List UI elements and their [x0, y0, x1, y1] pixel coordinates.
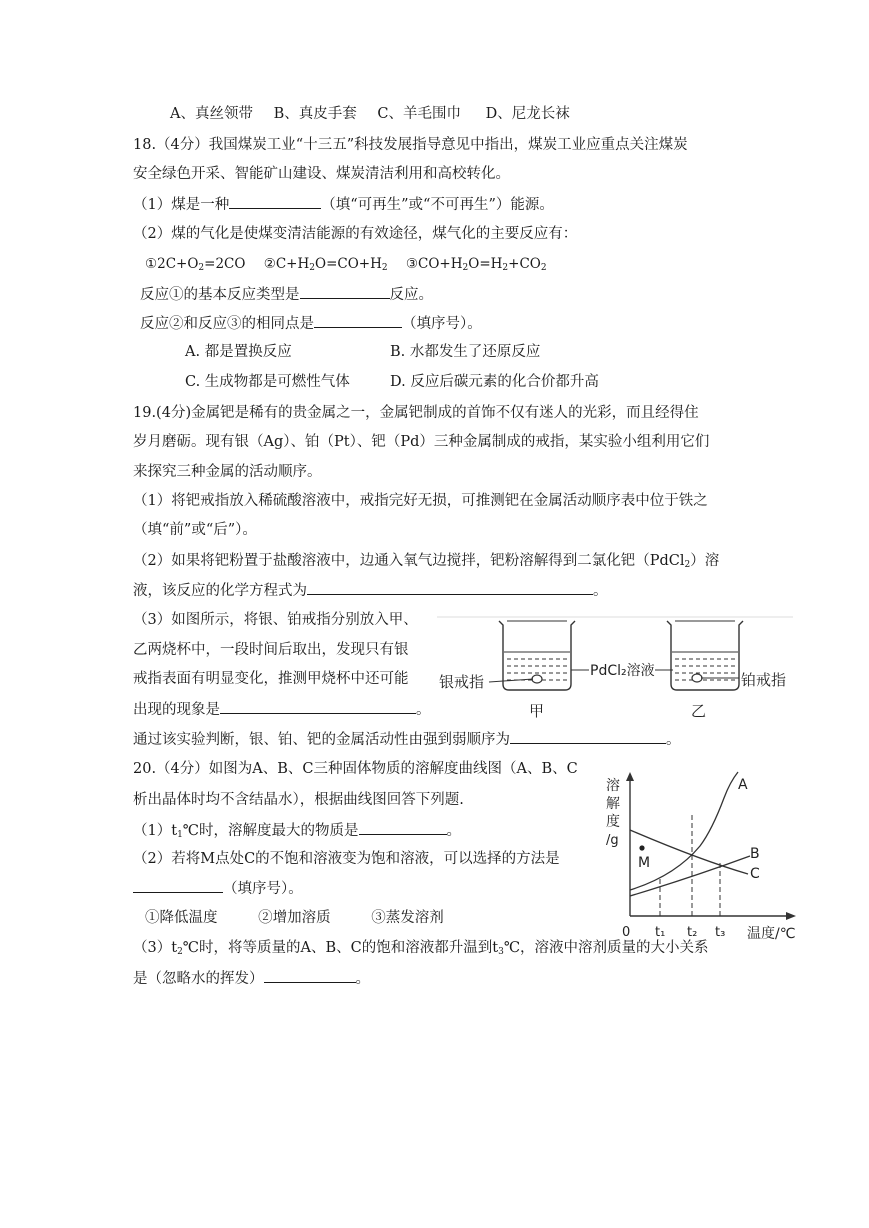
y-axis-arrow	[626, 772, 634, 781]
q20-part3-line1: $(3)t_2℃$时，将等质量的A、B、C的饱和溶液都升温到$t_3℃$，溶液中溶剂质量的大小关系	[133, 940, 709, 957]
label-beaker-jia: 甲	[529, 702, 545, 720]
method-3: ③蒸发溶剂	[371, 910, 444, 926]
label-pdcl2-solution: PdCl₂溶液	[590, 663, 655, 679]
q20-methods	[145, 908, 444, 928]
q19-part2-line2: 液，该反应的化学方程式为 。	[133, 580, 608, 601]
equation-1: $①2C+O_2=2CO$	[145, 256, 246, 273]
q19-part3-line1: （3）如图所示，将银、铂戒指分别放入甲、	[133, 612, 418, 628]
curve-a-label: A	[738, 777, 748, 793]
q20-part3-line2: 是（忽略水的挥发） 。	[133, 968, 370, 989]
q17-option-c: C、羊毛围巾	[377, 106, 461, 122]
point-m-label: M	[638, 855, 651, 871]
y-label-2: 解	[606, 796, 620, 812]
q18-common-point: 反应②和反应③的相同点是 （填序号）。	[140, 313, 482, 334]
origin-label: 0	[622, 925, 631, 940]
q18-option-a: A. 都是置换反应	[185, 344, 292, 360]
q18-answer-blank-1[interactable]	[229, 194, 321, 209]
q20-answer-blank-3[interactable]	[264, 968, 356, 983]
equation-2: $②C+H_2O=CO+H_2$	[263, 256, 388, 273]
q18-option-d: D. 反应后碳元素的化合价都升高	[390, 374, 599, 390]
q17-option-a: A、真丝领带	[170, 106, 253, 122]
q19-part2-line1: （2）如果将钯粉置于盐酸溶液中，边通入氧气边搅拌，钯粉溶解得到二氯化钯（PdCl$_2$）溶	[133, 553, 720, 570]
q18-stem-line1: 18.（4分）我国煤炭工业“十三五”科技发展指导意见中指出，煤炭工业应重点关注煤炭	[133, 137, 688, 153]
curve-a	[630, 772, 738, 890]
q18-part2: （2）煤的气化是使煤变清洁能源的有效途径，煤气化的主要反应有：	[133, 226, 578, 242]
q20-stem-line1: 20.（4分）如图为A、B、C三种固体物质的溶解度曲线图（A、B、C	[133, 761, 578, 777]
q18-reaction-type: 反应①的基本反应类型是 反应。	[140, 284, 433, 305]
q19-part3-line2: 乙两烧杯中，一段时间后取出，发现只有银	[133, 642, 409, 658]
t3-label: t₃	[715, 925, 726, 940]
curve-c-label: C	[750, 866, 760, 882]
q19-part1-line1: （1）将钯戒指放入稀硫酸溶液中，戒指完好无损，可推测钯在金属活动顺序表中位于铁之	[133, 493, 708, 509]
q18-stem-line2: 安全绿色开采、智能矿山建设、煤炭清洁利用和高校转化。	[133, 166, 510, 182]
beaker-yi	[667, 621, 743, 690]
q19-phenomenon-blank[interactable]	[220, 699, 416, 714]
q18-option-c: C. 生成物都是可燃性气体	[185, 374, 350, 390]
q19-part3-line4: 出现的现象是 。	[133, 699, 431, 720]
platinum-ring-icon	[692, 674, 702, 682]
q20-answer-blank-1[interactable]	[359, 820, 447, 835]
q20-part2-line2: （填序号）。	[133, 878, 303, 899]
t1-label: t₁	[655, 925, 666, 940]
label-beaker-yi: 乙	[691, 702, 707, 720]
q18-answer-blank-2[interactable]	[300, 284, 390, 299]
method-1: ①降低温度	[145, 910, 218, 926]
silver-ring-icon	[532, 675, 542, 683]
method-2: ②增加溶质	[258, 910, 331, 926]
q19-part4: 通过该实验判断，银、铂、钯的金属活动性由强到弱顺序为 。	[133, 729, 681, 750]
q20-stem-line2: 析出晶体时均不含结晶水），根据曲线图回答下列题.	[133, 792, 464, 808]
q18-equations	[145, 254, 547, 274]
q20-part2-line1: （2）若将M点处C的不饱和溶液变为饱和溶液，可以选择的方法是	[133, 851, 560, 867]
y-label-3: 度	[606, 814, 620, 830]
q19-order-blank[interactable]	[510, 729, 666, 744]
q20-answer-blank-2[interactable]	[133, 878, 223, 893]
q17-option-b: B、真皮手套	[273, 106, 357, 122]
x-axis-label: 温度/℃	[747, 926, 796, 942]
q19-stem-line1: 19.(4分)金属钯是稀有的贵金属之一，金属钯制成的首饰不仅有迷人的光彩，而且经得住	[133, 405, 699, 421]
equation-3: $③CO+H_2O=H_2+CO_2$	[405, 256, 547, 273]
label-silver-ring: 银戒指	[439, 673, 485, 691]
q19-part1-line2: （填“前”或“后”）。	[133, 522, 257, 538]
q18-answer-blank-3[interactable]	[314, 313, 402, 328]
y-label-4: /g	[606, 833, 619, 848]
curve-b-label: B	[750, 846, 760, 862]
q19-stem-line2: 岁月磨砺。现有银（Ag）、铂（Pt）、钯（Pd）三种金属制成的戒指，某实验小组利用它们	[133, 434, 710, 450]
q18-part1: （1）煤是一种 （填“可再生”或“不可再生”）能源。	[133, 194, 554, 215]
beaker-jia	[499, 621, 575, 690]
q17-options	[170, 104, 570, 124]
q20-part1: $(1)t_1℃$时，溶解度最大的物质是 。	[133, 820, 461, 841]
y-label-1: 溶	[606, 778, 620, 794]
q18-option-b: B. 水都发生了还原反应	[390, 344, 541, 360]
q19-equation-blank[interactable]	[307, 580, 593, 595]
label-platinum-ring: 铂戒指	[741, 671, 787, 689]
solubility-graph	[600, 768, 806, 944]
q19-stem-line3: 来探究三种金属的活动顺序。	[133, 464, 322, 480]
q17-option-d: D、尼龙长袜	[485, 106, 570, 122]
x-axis-arrow	[786, 912, 796, 920]
q19-part3-line3: 戒指表面有明显变化，推测甲烧杯中还可能	[133, 671, 409, 687]
point-m	[639, 845, 644, 850]
beaker-figure	[435, 612, 795, 724]
t2-label: t₂	[687, 925, 698, 940]
